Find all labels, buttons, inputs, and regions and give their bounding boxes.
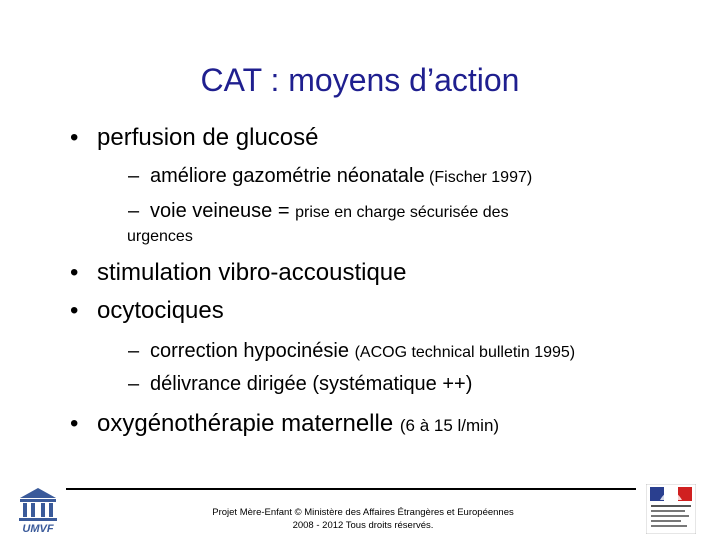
bullet-text: stimulation vibro-accoustique [97,259,407,286]
bullet-dot: • [70,297,79,324]
footer-text [190,506,536,532]
footer-line-1: Projet Mère-Enfant © Ministère des Affaires Étrangères et Européennes [212,507,514,518]
umvf-logo-text: UMVF [22,523,54,534]
umvf-logo [16,484,60,534]
bullet-dot: • [70,124,79,151]
slide-title: CAT : moyens d’action [200,62,520,98]
ministry-logo [646,484,696,534]
dash: – [128,373,140,395]
subbullet-continuation: urgences [127,228,193,245]
footer-rule [66,488,636,490]
subbullet-text: voie veineuse = prise en charge sécurisée des [150,200,509,222]
dash: – [128,165,140,187]
footer-line-2: 2008 - 2012 Tous droits réservés. [292,520,434,531]
subbullet-text: correction hypocinésie (ACOG technical bulletin 1995) [150,340,576,362]
bullet-text: ocytociques [97,297,224,324]
dash: – [128,200,140,222]
dash: – [128,340,140,362]
subbullet-text: délivrance dirigée (systématique ++) [150,373,473,395]
bullet-text: oxygénothérapie maternelle (6 à 15 l/min) [97,410,500,437]
bullet-text: perfusion de glucosé [97,124,319,151]
bullet-dot: • [70,259,79,286]
subbullet-text: améliore gazométrie néonatale (Fischer 1997) [150,165,533,187]
bullet-dot: • [70,410,79,437]
